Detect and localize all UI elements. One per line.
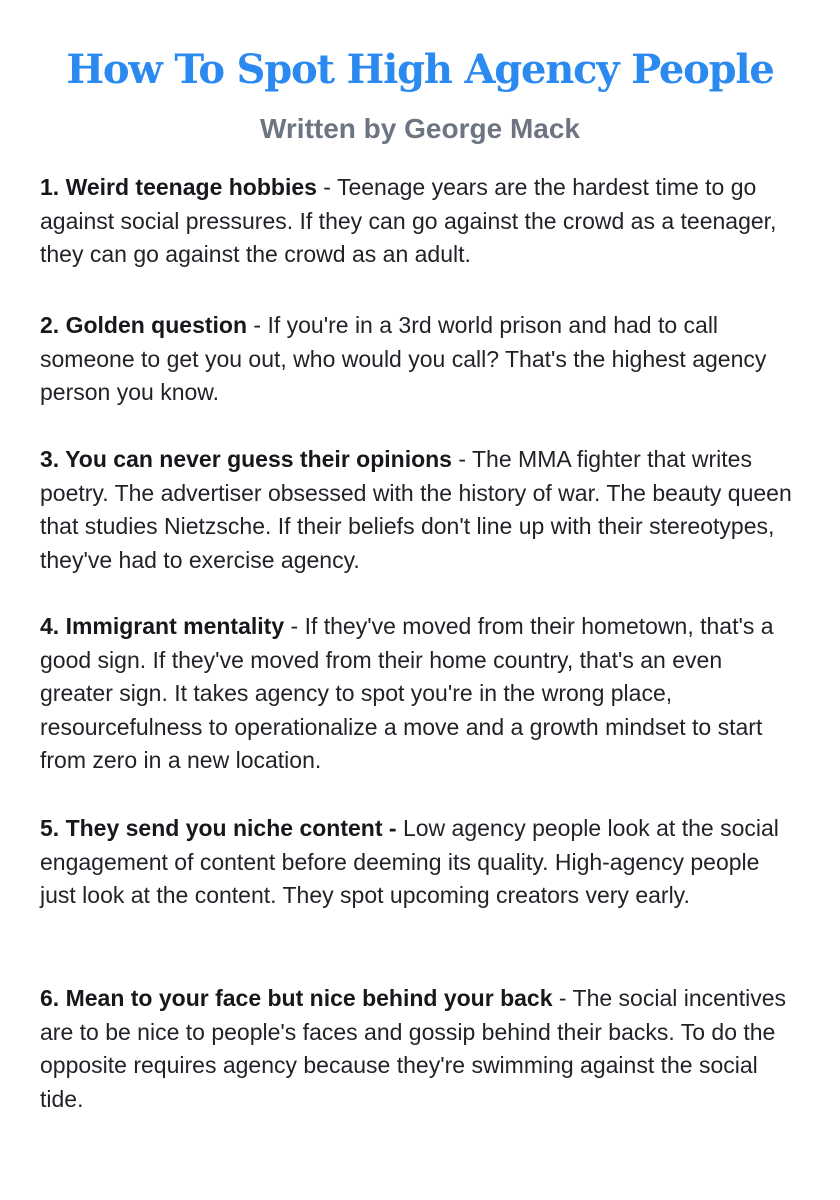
point-5 xyxy=(40,812,800,913)
point-1-body: - Teenage years are the hardest time to go against social pressures. If they can go against the crowd as a teenager, they can go against the crowd as an adult. xyxy=(40,174,777,267)
page-title: How To Spot High Agency People xyxy=(66,46,774,93)
point-5-heading: 5. They send you niche content - xyxy=(40,815,397,841)
point-1 xyxy=(40,171,800,272)
point-3-heading: 3. You can never guess their opinions xyxy=(40,446,452,472)
point-3-body: - The MMA fighter that writes poetry. The advertiser obsessed with the history of war. The beauty queen that studies Nietzsche. If their beliefs don't line up with their stereotypes, they've had to exercise agency. xyxy=(40,446,792,573)
point-3 xyxy=(40,443,800,577)
point-1-heading: 1. Weird teenage hobbies xyxy=(40,174,317,200)
point-2-body: - If you're in a 3rd world prison and had to call someone to get you out, who would you call? That's the highest agency person you know. xyxy=(40,312,767,405)
point-6-body: - The social incentives are to be nice to people's faces and gossip behind their backs. To do the opposite requires agency because they're swimming against the social tide. xyxy=(40,985,787,1112)
point-4 xyxy=(40,610,800,778)
point-6-heading: 6. Mean to your face but nice behind your back xyxy=(40,985,553,1011)
point-5-body: Low agency people look at the social engagement of content before deeming its quality. High-agency people just look at the content. They spot upcoming creators very early. xyxy=(40,815,779,908)
point-6 xyxy=(40,982,800,1116)
point-4-heading: 4. Immigrant mentality xyxy=(40,613,285,639)
point-2-heading: 2. Golden question xyxy=(40,312,248,338)
author-byline: Written by George Mack xyxy=(259,113,580,144)
point-4-body: - If they've moved from their hometown, that's a good sign. If they've moved from their home country, that's an even greater sign. It takes agency to spot you're in the wrong place, resourcefulness to operationalize a move and a growth mindset to start from zero in a new location. xyxy=(40,613,774,773)
point-2 xyxy=(40,309,800,410)
